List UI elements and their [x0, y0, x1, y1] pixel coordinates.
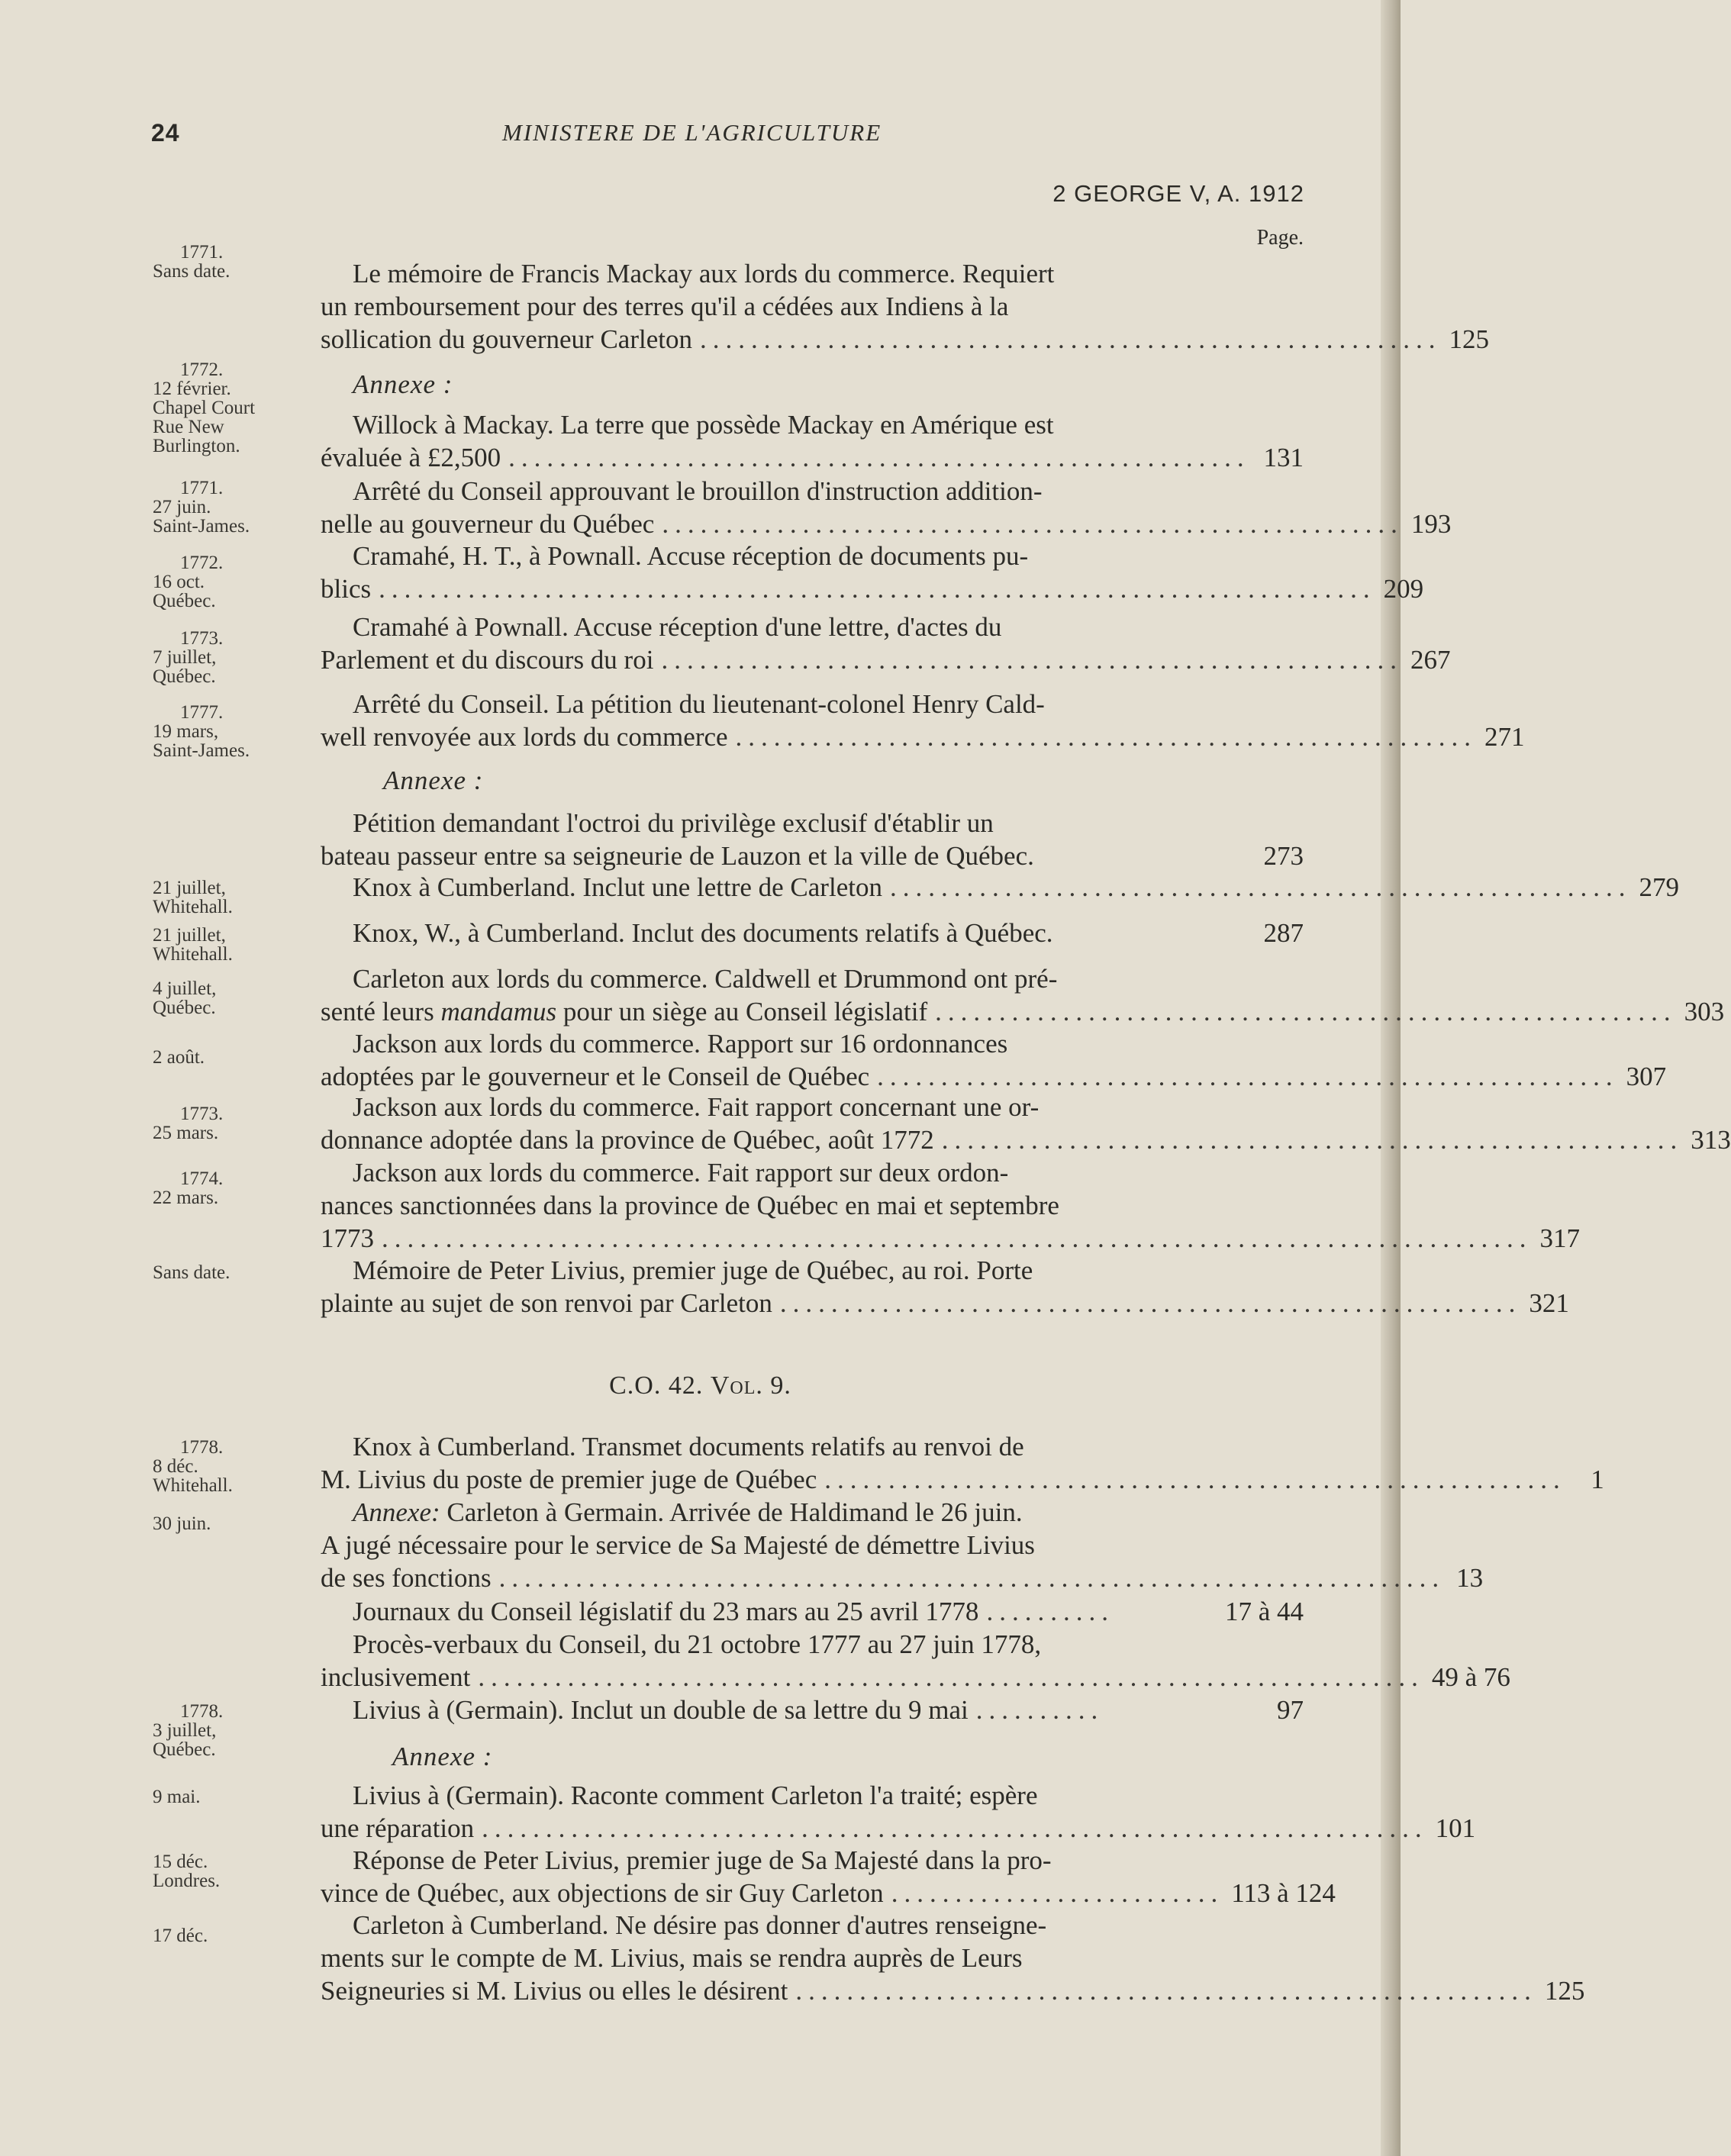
section-header	[0, 1371, 1401, 1400]
entry-text	[321, 995, 927, 1028]
entry-text: Livius à (Germain). Inclut un double de sa lettre du 9 mai	[353, 1695, 969, 1725]
leader-dots: ..........................................................	[824, 1465, 1566, 1494]
entry-text: Knox à Cumberland. Transmet documents relatifs au renvoi de	[353, 1432, 1024, 1462]
margin-note	[153, 629, 313, 686]
margin-note	[153, 1514, 313, 1533]
margin-date: 2 août.	[153, 1047, 205, 1068]
margin-note	[153, 553, 313, 611]
margin-year: 1771.	[180, 478, 224, 498]
margin-place: Saint-James.	[153, 516, 250, 537]
entry	[321, 1595, 1304, 1628]
section-vol-number: 9.	[770, 1371, 791, 1400]
entry	[321, 1496, 1484, 1594]
margin-date: 30 juin.	[153, 1513, 211, 1534]
page-ref: 313	[1691, 1125, 1731, 1155]
page-ref: 317	[1539, 1223, 1580, 1253]
page-ref: 307	[1626, 1062, 1667, 1091]
annexe-label: Annexe :	[353, 369, 453, 399]
entry	[321, 688, 1525, 753]
entry	[321, 611, 1451, 676]
margin-date: 7 juillet,	[153, 647, 217, 668]
entry	[321, 1844, 1336, 1909]
entry-text: Jackson aux lords du commerce. Fait rapport sur deux ordon-	[353, 1158, 1009, 1188]
page-ref: 1	[1591, 1465, 1604, 1494]
margin-note	[153, 878, 313, 917]
margin-note	[153, 479, 313, 536]
entry-text: plainte au sujet de son renvoi par Carleton	[321, 1288, 772, 1318]
entry-text: Mémoire de Peter Livius, premier juge de Québec, au roi. Porte	[353, 1255, 1033, 1285]
annexe-label-inline: Annexe:	[353, 1497, 440, 1527]
page-ref: 209	[1383, 574, 1424, 604]
margin-date: 3 juillet,	[153, 1720, 217, 1741]
section-prefix: C.O. 42.	[609, 1371, 704, 1400]
leader-dots: ..........................................................................	[498, 1563, 1446, 1593]
margin-year: 1778.	[180, 1437, 224, 1458]
entry-text: Pétition demandant l'octroi du privilège exclusif d'établir un	[353, 808, 994, 838]
margin-date: 9 mai.	[153, 1787, 201, 1807]
entry-text: Arrêté du Conseil. La pétition du lieutenant-colonel Henry Cald-	[353, 689, 1045, 719]
margin-note	[153, 1438, 313, 1495]
margin-note	[153, 926, 313, 964]
margin-date: 16 oct.	[153, 572, 205, 592]
page-ref: 321	[1529, 1288, 1569, 1318]
page-ref: 303	[1684, 997, 1725, 1026]
entry	[321, 1156, 1580, 1255]
entry-text: donnance adoptée dans la province de Québec, août 1772	[321, 1125, 934, 1155]
entry-text: Procès-verbaux du Conseil, du 21 octobre 1777 au 27 juin 1778,	[353, 1629, 1042, 1659]
entry-text-italic: mandamus	[440, 997, 557, 1026]
margin-place: Whitehall.	[153, 1475, 233, 1496]
page-ref: 49 à 76	[1431, 1662, 1510, 1692]
entry	[321, 1091, 1731, 1156]
entry-text: adoptées par le gouverneur et le Conseil de Québec	[321, 1062, 870, 1091]
entry	[321, 1027, 1667, 1093]
entry-text	[321, 1496, 1023, 1529]
page-ref: 279	[1639, 872, 1679, 902]
entry-text: well renvoyée aux lords du commerce	[321, 722, 728, 752]
entry-text: Jackson aux lords du commerce. Fait rapport concernant une or-	[353, 1092, 1040, 1122]
page-ref: 267	[1410, 645, 1451, 675]
entry	[321, 917, 1304, 949]
entry-text: Knox à Cumberland. Inclut une lettre de Carleton	[353, 872, 882, 902]
page-ref: 113 à 124	[1231, 1878, 1336, 1908]
leader-dots: ..........................	[891, 1878, 1224, 1908]
entry-text: bateau passeur entre sa seigneurie de Lauzon et la ville de Québec.	[321, 841, 1034, 871]
margin-place: Québec.	[153, 997, 216, 1018]
entry	[321, 1254, 1569, 1320]
entry-text: Jackson aux lords du commerce. Rapport sur 16 ordonnances	[353, 1029, 1008, 1059]
leader-dots: ..........................................................	[699, 324, 1442, 354]
running-title: MINISTERE DE L'AGRICULTURE	[502, 119, 882, 146]
leader-dots: ..............................................................................	[379, 574, 1376, 604]
leader-dots: ..........................................................	[508, 443, 1250, 472]
margin-place: Londres.	[153, 1871, 221, 1891]
entry	[321, 1628, 1510, 1694]
margin-date: 22 mars.	[153, 1188, 219, 1208]
entry-text: ments sur le compte de M. Livius, mais se rendra auprès de Leurs	[321, 1943, 1023, 1973]
margin-year: 1771.	[180, 242, 224, 263]
margin-date: 4 juillet,	[153, 978, 217, 999]
page-ref: 13	[1456, 1563, 1484, 1593]
entry-text: Willock à Mackay. La terre que possède Mackay en Amérique est	[353, 410, 1054, 440]
entry	[321, 257, 1489, 356]
page-ref: 271	[1484, 722, 1525, 752]
margin-date: 21 juillet,	[153, 925, 226, 946]
entry-text: Arrêté du Conseil approuvant le brouillon d'instruction addition-	[353, 476, 1043, 506]
margin-note	[153, 1787, 313, 1806]
page-ref: 97	[1277, 1695, 1304, 1725]
running-head	[151, 119, 1304, 157]
entry-text: Réponse de Peter Livius, premier juge de Sa Majesté dans la pro-	[353, 1845, 1052, 1875]
entry	[321, 408, 1304, 474]
margin-date: 21 juillet,	[153, 878, 226, 898]
page-number: 24	[151, 119, 180, 147]
margin-place: Québec.	[153, 591, 216, 611]
margin-year: 1773.	[180, 628, 224, 649]
entry-text: 1773	[321, 1223, 374, 1253]
leader-dots: ..........................................................	[735, 722, 1478, 752]
margin-note	[153, 1702, 313, 1759]
entry-text: sollication du gouverneur Carleton	[321, 324, 692, 354]
margin-note	[153, 243, 313, 281]
entry	[321, 1779, 1476, 1845]
margin-date: 25 mars.	[153, 1123, 219, 1143]
margin-place: Chapel Court	[153, 398, 256, 418]
entry-text: de ses fonctions	[321, 1563, 492, 1593]
entry	[321, 871, 1679, 904]
leader-dots: ..........................................................	[662, 509, 1404, 539]
margin-note	[153, 1048, 313, 1067]
entry	[321, 1430, 1604, 1496]
entry-text: nelle au gouverneur du Québec	[321, 509, 655, 539]
page-ref: 101	[1435, 1813, 1476, 1843]
leader-dots: ..........................................................	[941, 1125, 1684, 1155]
margin-place: Whitehall.	[153, 944, 233, 965]
margin-date: Sans date.	[153, 1262, 230, 1283]
margin-date: 12 février.	[153, 379, 231, 399]
leader-dots: ..........................................................	[779, 1288, 1522, 1318]
leader-dots: ..........	[975, 1695, 1104, 1725]
entry	[321, 807, 1304, 872]
entry-text: Carleton aux lords du commerce. Caldwell et Drummond ont pré-	[353, 964, 1058, 994]
leader-dots: ..........	[986, 1597, 1114, 1626]
page-ref: 287	[1263, 918, 1304, 948]
margin-note	[153, 1104, 313, 1142]
entry	[321, 962, 1725, 1028]
entry	[321, 1909, 1585, 2007]
entry-text: A jugé nécessaire pour le service de Sa Majesté de démettre Livius	[321, 1530, 1035, 1560]
section-vol-label: Vol.	[710, 1371, 763, 1400]
entry-text: blics	[321, 574, 372, 604]
entry-text: Seigneuries si M. Livius ou elles le désirent	[321, 1976, 788, 2006]
entry	[321, 475, 1452, 540]
leader-dots: ..........................................................	[889, 872, 1632, 902]
entry-text: inclusivement	[321, 1662, 471, 1692]
page-ref: 17 à 44	[1224, 1597, 1304, 1626]
entry-text: Livius à (Germain). Raconte comment Carleton l'a traité; espère	[353, 1781, 1038, 1810]
margin-place: Burlington.	[153, 436, 240, 456]
leader-dots: ..........................................................................	[478, 1662, 1424, 1692]
margin-date: 17 déc.	[153, 1926, 208, 1946]
margin-date: 8 déc.	[153, 1456, 198, 1477]
margin-note	[153, 1852, 313, 1890]
margin-note	[153, 1263, 313, 1282]
leader-dots: ..........................................................................................	[382, 1223, 1533, 1253]
leader-dots: ..........................................................	[661, 645, 1403, 675]
margin-place: Québec.	[153, 1739, 216, 1760]
margin-year: 1777.	[180, 702, 224, 723]
margin-date: 19 mars,	[153, 721, 219, 742]
page-ref: 125	[1449, 324, 1489, 354]
annexe-label: Annexe :	[392, 1742, 493, 1771]
entry-text: Le mémoire de Francis Mackay aux lords du commerce. Requiert	[353, 259, 1055, 288]
margin-date: 27 juin.	[153, 497, 211, 517]
margin-year: 1772.	[180, 553, 224, 573]
margin-note	[153, 360, 313, 456]
entry-text: Journaux du Conseil législatif du 23 mars au 25 avril 1778	[353, 1597, 979, 1626]
margin-date: 15 déc.	[153, 1851, 208, 1872]
margin-place: Whitehall.	[153, 897, 233, 917]
margin-note	[153, 1926, 313, 1945]
page-column-label: Page.	[1256, 226, 1304, 250]
entry-text: M. Livius du poste de premier juge de Québec	[321, 1465, 817, 1494]
margin-year: 1774.	[180, 1168, 224, 1189]
session-line: 2 GEORGE V, A. 1912	[1052, 180, 1304, 207]
entry-text: Parlement et du discours du roi	[321, 645, 654, 675]
entry-text: nances sanctionnées dans la province de Québec en mai et septembre	[321, 1191, 1059, 1220]
margin-date: Sans date.	[153, 261, 230, 282]
entry-text: une réparation	[321, 1813, 475, 1843]
leader-dots: ..........................................................................	[482, 1813, 1428, 1843]
entry-text-part: pour un siège au Conseil législatif	[556, 997, 928, 1026]
entry-text: Knox, W., à Cumberland. Inclut des documents relatifs à Québec.	[353, 918, 1053, 948]
entry-text-part: Carleton à Germain. Arrivée de Haldimand le 26 juin.	[440, 1497, 1023, 1527]
margin-note	[153, 979, 313, 1017]
entry-text: vince de Québec, aux objections de sir Guy Carleton	[321, 1878, 884, 1908]
margin-place: Saint-James.	[153, 740, 250, 761]
margin-year: 1778.	[180, 1701, 224, 1722]
entry	[321, 540, 1424, 605]
margin-note	[153, 1169, 313, 1207]
margin-note	[153, 703, 313, 760]
margin-year: 1773.	[180, 1104, 224, 1124]
page-ref: 125	[1544, 1976, 1585, 2006]
entry-text: un remboursement pour des terres qu'il a cédées aux Indiens à la	[321, 292, 1009, 321]
entry-text-part: senté leurs	[321, 997, 441, 1026]
entry-text: évaluée à £2,500	[321, 443, 501, 472]
margin-year: 1772.	[180, 359, 224, 380]
entry	[321, 1694, 1304, 1726]
annexe-label: Annexe :	[383, 765, 484, 795]
entry-text: Cramahé, H. T., à Pownall. Accuse réception de documents pu-	[353, 541, 1029, 571]
leader-dots: ..........................................................	[795, 1976, 1537, 2006]
page-ref: 193	[1410, 509, 1452, 539]
margin-place: Québec.	[153, 666, 216, 687]
entry-text: Cramahé à Pownall. Accuse réception d'une lettre, d'actes du	[353, 612, 1002, 642]
margin-place: Rue New	[153, 417, 224, 437]
leader-dots: ..........................................................	[935, 997, 1677, 1026]
page-ref: 131	[1263, 443, 1304, 472]
leader-dots: ..........................................................	[877, 1062, 1619, 1091]
page-ref: 273	[1263, 841, 1304, 871]
entry-text: Carleton à Cumberland. Ne désire pas donner d'autres renseigne-	[353, 1910, 1047, 1940]
